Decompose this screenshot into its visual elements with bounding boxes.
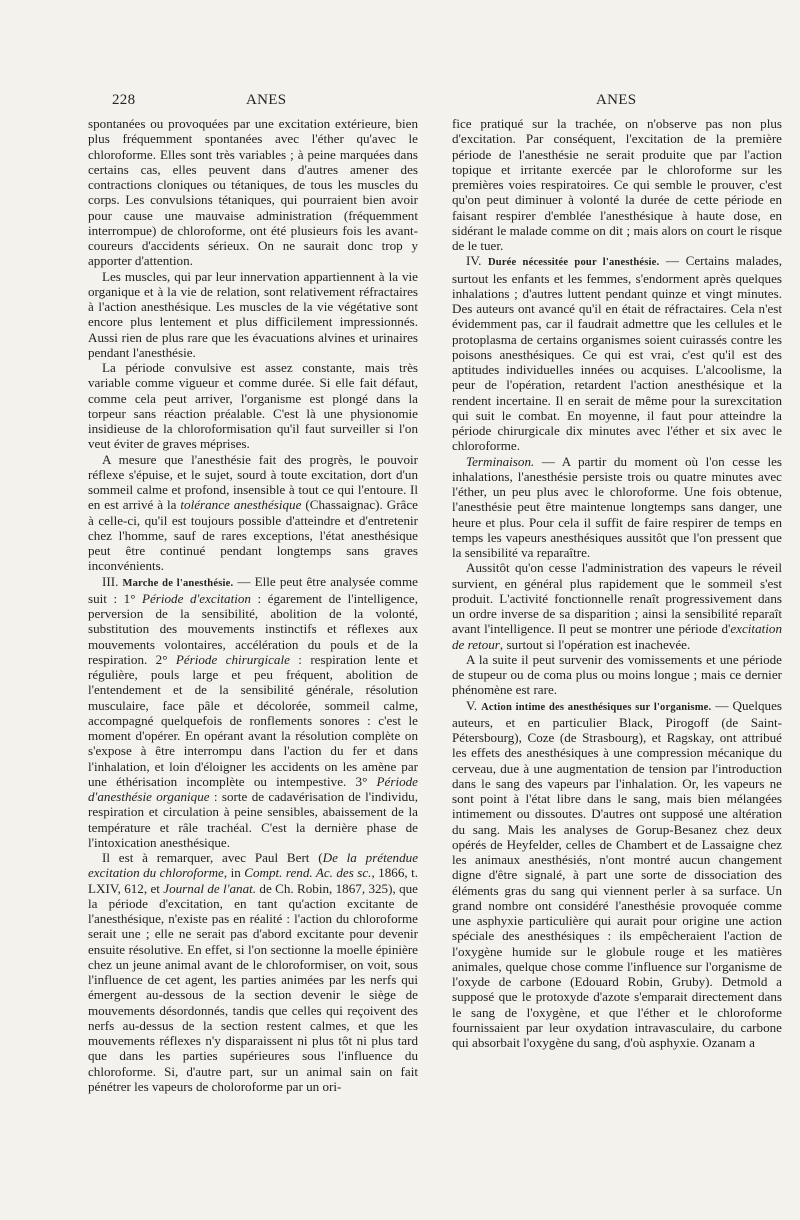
paragraph <box>452 454 782 561</box>
paragraph <box>452 253 782 453</box>
italic-term: tolérance anesthésique <box>180 497 302 513</box>
text: : respiration lente et régulière, pouls large et peu fréquent, abolition de l'entendement et de la sensibilité générale, résolution musculaire, face pâle et décolorée, sommeil calme, accompagné quelquefois de ronflements sonores : c'est le moment d'opérer. En opérant avant la résolution complète on s'expose à être interrompu dans l'action du fer et dans l'inhalation, et loin d'éloigner les accidents on les amène par une éthérisation incomplète ou intempestive. 3° <box>88 651 418 789</box>
italic-term: Période d'anesthésie organique <box>88 773 418 804</box>
text: de Ch. Robin, 1867, 325), que la période d'excitation, en tant qu'action excitante de l'anesthésique, n'existe pas en réalité : l'action du chloroforme serait une ; elle ne serait pas d'abord excitante pour devenir ensuite résolutive. En effet, si l'on sectionne la moelle épinière chez un jeune animal avant de le chloroformiser, on voit, sous l'influence de cet agent, les parties animées par les nerfs qui émergent au-dessous de la section devenir le siège de mouvements désordonnés, tandis que celles qui reçoivent des nerfs au-dessus de la section restent calmes, et que les mouvements réflexes n'y disparaissent ni plus tôt ni plus tard que dans les parties supérieures sous l'influence du chloroforme. Si, d'autre part, sur un animal sain on fait pénétrer les vapeurs de choloroforme par un ori- <box>88 880 418 1094</box>
text: — Quelques auteurs, et en particulier Black, Pirogoff (de Saint-Pétersbourg), Coze (de Strasbourg), et Ragskay, ont attribué les effets des anesthésiques à une compression mécanique du cerveau, due à une augmentation de tension par l'introduction dans le sang des vapeurs par l'inhalation. Or, les vapeurs ne sont point à l'état libre dans le sang, mais bien mélangées intimement ou dissoutes. D'autres ont supposé une altération du sang. Mais les analyses de Gorup-Besanez chez deux opérés de Heyfelder, celles de Chambert et de Lassaigne chez les animaux anesthésiés, n'ont montré aucun changement digne d'être signalé, à part une sorte de dissociation des éléments gras du sang qui viennent perler à sa surface. Un grand nombre ont considéré l'anesthésie provoquée comme une asphyxie particulière qui aurait pour origine une action spéciale des anesthésiques : ils empêcheraient l'action de l'oxygène humide sur le globule rouge et les matières animales, quelque chose comme l'influence sur l'organisme de l'oxyde de carbone (Edouard Robin, Gruby). Detmold a supposé que le protoxyde d'azote s'emparait directement dans le sang de l'oxygène, et que l'éther et le chloroforme fournissaient par leur oxydation intravasculaire, du carbone qui absorbait l'oxygène du sang, d'où asphyxie. Ozanam a <box>452 697 782 1050</box>
italic-term: Période chirurgicale <box>175 651 290 667</box>
section-heading: Marche de l'anesthésie. <box>122 577 234 589</box>
paragraph <box>452 698 782 1051</box>
text: : sorte de cadavérisation de l'individu, respiration et circulation à peine sensibles, abaissement de la température et râle trachéal. C'est la dernière phase de l'intoxication anesthésique. <box>88 789 418 850</box>
citation-title: De la prétendue excitation du chloroforme <box>88 850 418 881</box>
paragraph <box>88 850 418 1094</box>
text: (Chassaignac). Grâce à celle-ci, qu'il est toujours possible d'atteindre et d'entretenir chez l'homme, sauf de rares exceptions, l'état anesthésique peut être continué pendant longtemps sans graves inconvénients. <box>88 497 418 574</box>
left-column <box>88 116 418 1094</box>
page-number: 228 <box>112 92 136 108</box>
italic-term: Période d'excitation <box>141 590 251 606</box>
citation-journal: Journal de l'anat. <box>163 880 257 896</box>
paragraph: fice pratiqué sur la trachée, on n'observe pas non plus d'excitation. Par conséquent, l'excitation de la première période de l'anesthésie ne serait produite que par l'action topique et irritante exercée par le chloroforme sur les premières voies respiratoires. Ce qui semble le prouver, c'est qu'on peut diminuer à volonté la durée de cette période en faisant respirer d'emblée l'anesthésique à haute dose, en sidérant le malade comme on dit ; mais alors on court le risque de le tuer. <box>452 116 782 253</box>
citation-journal: Compt. rend. Ac. des sc. <box>244 865 372 881</box>
text: , 1866, t. LXIV, 612, et <box>88 865 419 896</box>
section-number: III. <box>102 573 123 589</box>
section-number: IV. <box>466 253 488 269</box>
paragraph <box>88 452 418 574</box>
paragraph: Les muscles, qui par leur innervation appartiennent à la vie organique et à la vie de relation, sont relativement réfractaires à l'action anesthésique. Les muscles de la vie végétative sont encore plus lentement et plus difficilement impressionnés. Aussi rien de plus rare que les évacuations alvines et urinaires pendant l'anesthésie. <box>88 268 418 360</box>
running-head-right: ANES <box>596 92 637 108</box>
text: — A partir du moment où l'on cesse les inhalations, l'anesthésie persiste trois ou quatre minutes avec l'éther, un peu plus avec le chloroforme. Une fois obtenue, l'anesthésie peut être maintenue longtemps sans danger, une heure et plus. Pour cela il suffit de faire respirer de temps en temps les vapeurs anesthésiques aussitôt que l'on pressent que la sensibilité va reparaître. <box>452 453 782 560</box>
section-heading: Action intime des anesthésiques sur l'organisme. <box>481 701 712 713</box>
paragraph: La période convulsive est assez constante, mais très variable comme vigueur et comme durée. Si elle fait défaut, comme cela peut arriver, l'organisme est plongé dans la torpeur sans réaction préalable. C'est là une physionomie insidieuse de la chloroformisation qu'il faut surveiller si l'on veut éviter de graves méprises. <box>88 360 418 452</box>
text: — Certains malades, surtout les enfants et les femmes, s'endorment après quelques inhalations ; d'autres luttent pendant quinze et vingt minutes. Des auteurs ont avancé qu'il en était de réfractaires. Cela n'est évidemment pas, car il faudrait admettre que les cellules et le protoplasma de certains organismes soient cuirassés contre les poisons anesthésiques. Ce qui est vrai, c'est qu'il est des aptitudes individuelles innées ou acquises. L'alcoolisme, la peur de l'opération, retardent l'action anesthésique et la rendent incertaine. Il en serait de même pour la surexcitation qui suit le combat. En moyenne, il faut pour atteindre la période chirurgicale dix minutes avec l'éther et six avec le chloroforme. <box>452 253 782 454</box>
text: , surtout si l'opération est inachevée. <box>499 636 691 652</box>
section-number: V. <box>466 697 482 713</box>
section-heading: Durée nécessitée pour l'anesthésie. <box>488 257 660 269</box>
subsection-heading: Terminaison. <box>466 453 535 469</box>
paragraph: spontanées ou provoquées par une excitation extérieure, bien plus fréquemment spontanées avec l'éther qu'avec le chloroforme. Elles sont très variables ; à peine marquées dans certains cas, elles peuvent dans d'autres amener des contractions cloniques ou tétaniques, de tous les muscles du corps. Les convulsions tétaniques, qui pourraient bien avoir pour cause une mauvaise administration (fréquemment interrompue) de chloroforme, ont été plusieurs fois les avant-coureurs d'accidents sérieux. On ne saurait donc trop y apporter d'attention. <box>88 116 418 269</box>
paragraph: A la suite il peut survenir des vomissements et une période de stupeur ou de coma plus ou moins longue ; mais ce dernier phénomène est rare. <box>452 651 782 698</box>
running-head-left: ANES <box>246 92 287 108</box>
text: — Elle peut être analysée comme suit : 1° <box>88 573 418 606</box>
text: A mesure que l'anesthésie fait des progrès, le pouvoir réflexe s'épuise, et le sujet, sourd à toute excitation, dort d'un sommeil calme et profond, insensible à tout ce qui l'entoure. Il en est arrivé à la <box>88 451 418 513</box>
paragraph <box>88 574 418 851</box>
text: : égarement de l'intelligence, perversion de la sensibilité, abolition de la volonté, substitution des mouvements instinctifs et réflexes aux mouvements volontaires, accélération du pouls et de la respiration. 2° <box>88 590 418 667</box>
text: Il est à remarquer, avec Paul Bert ( <box>102 850 323 865</box>
right-column <box>452 116 782 1050</box>
paragraph <box>452 560 782 652</box>
italic-term: excitation de retour <box>452 621 782 652</box>
text: , in <box>223 865 245 881</box>
text: Aussitôt qu'on cesse l'administration des vapeurs le réveil survient, en général plus rapidement que le sommeil s'est produit. L'activité fonctionnelle renaît progressivement dans un ordre inverse de sa disparition ; ainsi la sensibilité reparaît avant l'intelligence. Il peut se montrer une période d' <box>452 560 782 637</box>
